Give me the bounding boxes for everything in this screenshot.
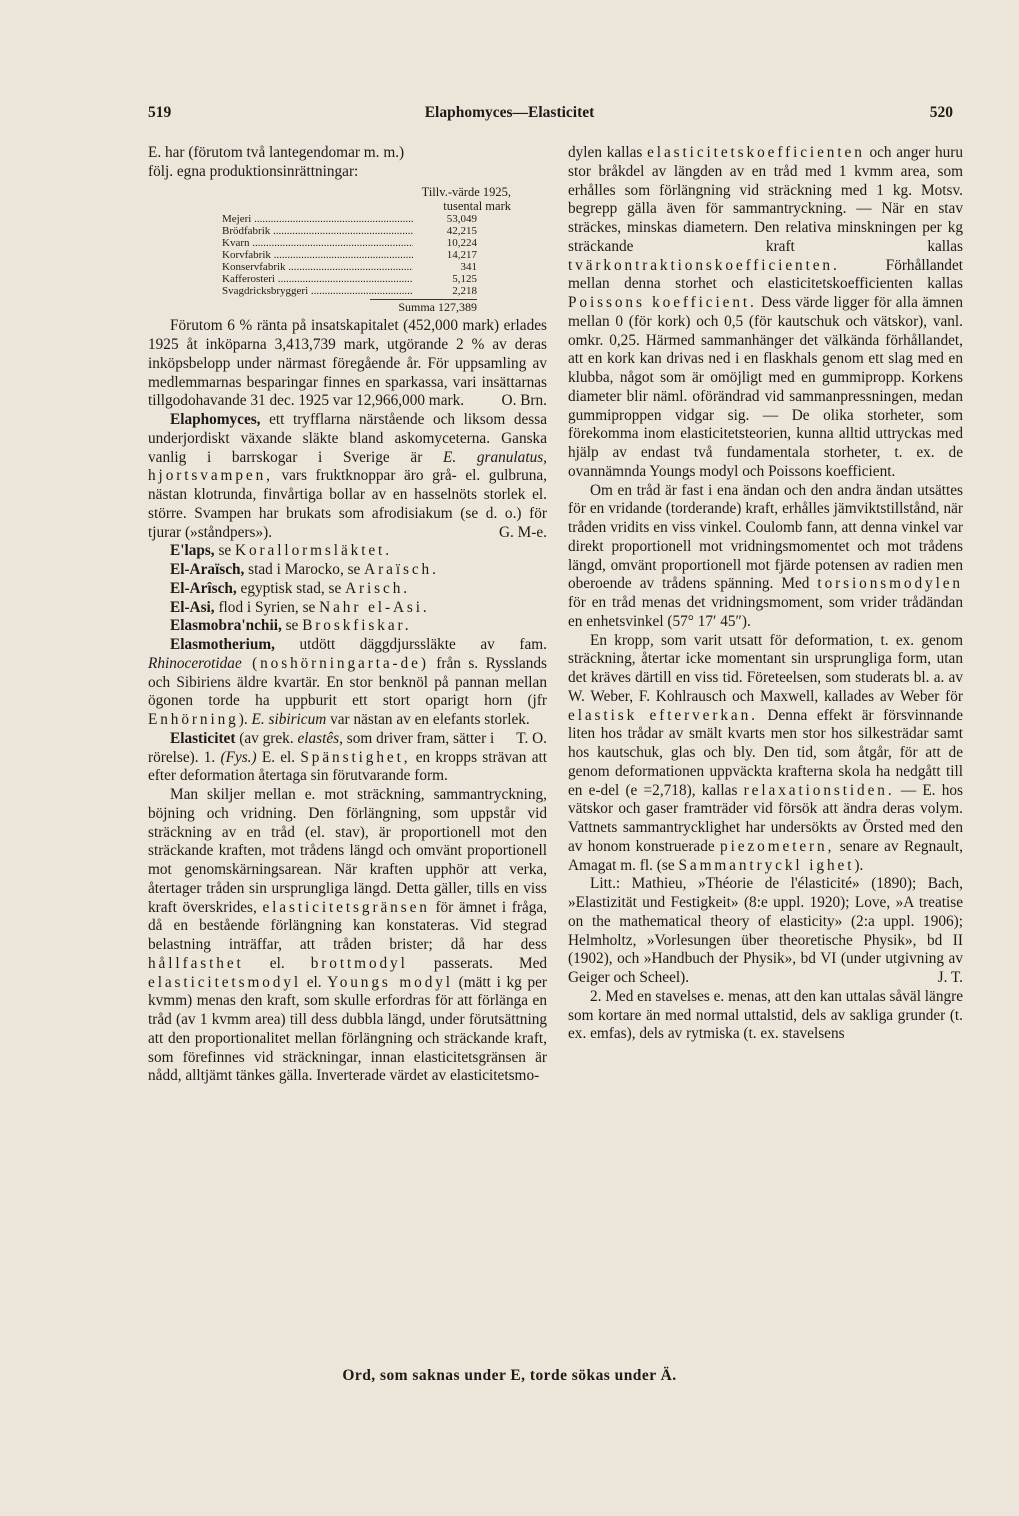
paragraph-deformation-types [148, 786, 547, 1086]
row-name: Korvfabrik ..... [222, 249, 413, 261]
entry-text: var nästan av en elefants storlek. [326, 711, 530, 728]
entry-elaps [148, 542, 547, 561]
cross-reference: Nahr el-Asi. [319, 598, 430, 616]
page-number-left: 519 [148, 104, 172, 121]
entry-text: från s. Rysslands och Sibiriens äldre kvartär. En stor benknöl på pannan mellan ögonen torde ha uppburit ett stort oparigt horn (jfr [148, 654, 548, 710]
intro-line-1: E. har (förutom två lantegendomar m. m.) [148, 144, 405, 161]
row-value: 2,218 [452, 285, 477, 298]
sum-label: Summa [398, 300, 435, 315]
cross-reference: Arisch. [345, 579, 411, 597]
row-name: Svagdricksbryggeri ..... [222, 285, 413, 297]
entry-elaphomyces [148, 411, 547, 542]
entry-text: E. el. [256, 748, 301, 766]
author-signature: T. O. [516, 729, 547, 747]
sum-value: 127,389 [438, 300, 477, 315]
row-value: 42,215 [446, 224, 477, 237]
row-value: 10,224 [446, 236, 477, 249]
right-column [568, 144, 963, 1044]
body-text: för en tråd menas det vridningsmoment, som vrider trådändan en enhetsvinkel (57° 17′ 45″). [568, 594, 963, 630]
body-text: Förhållandet mellan denna storhet och elasticitetskoefficienten kallas [568, 256, 963, 293]
spaced-term: elastisk efterverkan. [568, 706, 758, 724]
family-name: Rhinocerotidae [148, 654, 242, 672]
entry-text: flod i Syrien, se [214, 598, 320, 616]
entry-text: se [214, 542, 236, 560]
spaced-term: brottmodyl [310, 954, 408, 972]
row-value: 14,217 [446, 248, 477, 261]
body-text: 2. Med en stavelses e. menas, att den kan uttalas såväl längre som kortare än med normal uttalstid, dels av sakliga grunder (t. ex. emfas), dels av rytmiska (t. ex. stavelsens [568, 987, 963, 1043]
paragraph-literature [568, 875, 963, 988]
cross-reference: Broskfiskar. [302, 617, 412, 635]
body-text: senare av Regnault, Amagat m. fl. (se [568, 837, 963, 874]
entry-headword: Elasmotherium, [170, 636, 275, 653]
table-row [148, 249, 547, 261]
table-row [148, 213, 547, 225]
spaced-term: Youngs modyl [327, 973, 453, 991]
spaced-term: hållfasthet [148, 954, 244, 972]
spaced-term: relaxationstiden. [743, 781, 895, 799]
body-text: Dess värde ligger för alla ämnen mellan 0 (för kork) och 0,5 (för kautschuk och vätskor), vanl. omkr. 0,25. Härmed sammanhänger det välkända förhållandet, att en kork kan drivas ned i en flaskhals genom ett slag med en klubba, något som är omöjligt med en gummipropp. Korkens diameter blir näml. oförändrad vid sammanpressningen, medan gummiproppen vidgar sig. — De olika storheter, som förekomma inom elasticitetsteorien, kunna alltid uttryckas med hjälp av endast två fundamentala storheter, t. ex. de ovannämnda Youngs modyl och Poissons koefficient. [568, 294, 963, 480]
cross-reference: Araïsch. [364, 561, 439, 578]
entry-headword: Elasmobra'nchii, [170, 617, 282, 635]
paragraph-torsion [568, 482, 963, 632]
body-text: för ämnet i fråga, då en bestående förlängning kan konstateras. Vid stegrad belastning inträffar, att tråden brister; då har dess [148, 898, 547, 953]
body-text: (mätt i kg per kvmm) menas den kraft, som skulle erfordras för att förlänga en tråd (av 1 kvmm area) till dess dubbla längd, under förutsättning att den proportionalitet mellan förlängning och sträckande kraft, som förefinnes vid sträckningar, innan elasticitetsgränsen är nådd, alltjämt tänkes gälla. Inverterade värdet av elasticitetsmo- [148, 973, 547, 1085]
body-text: Om en tråd är fast i ena ändan och den andra ändan utsättes för en vridande (torderande) kraft, erhålles jämviktstillstånd, när tråden vridits en viss vinkel. Coulomb fann, att denna vinkel var direkt proportionell mot vridningsmomentet och mot trådens längd, omvänt proportionell mot fjärde potensen av radien men oberoende av trådens spänning. Med [568, 481, 963, 593]
spaced-term: hjortsvampen, [148, 467, 273, 485]
page-number-right: 520 [929, 104, 953, 121]
table-sum [148, 301, 547, 313]
row-name: Kafferosteri ..... [222, 273, 413, 285]
entry-text: egyptisk stad, se [236, 579, 346, 597]
spaced-term: Poissons koefficient. [568, 294, 757, 311]
greek-word: elastês, [297, 729, 343, 747]
production-table [148, 185, 547, 314]
entry-el-arisch [148, 580, 547, 599]
table-row [148, 237, 547, 249]
table-row [148, 273, 547, 285]
entry-headword: El-Arîsch, [170, 579, 237, 597]
row-value: 341 [460, 260, 477, 273]
entry-elasmobranchii [148, 617, 547, 636]
intro-line-2: följ. egna produktionsinrättningar: [148, 162, 359, 180]
body-text: En kropp, som varit utsatt för deformation, t. ex. genom sträckning, återtar icke momentant sin ursprungliga form, utan det kräves därtill en viss tid. Företeelsen, som studerats bl. a. av W. Weber, F. Kohlrausch och Maxwell, kallades av Weber för [568, 631, 963, 705]
species-name: E. sibiricum [251, 711, 327, 728]
entry-elasticitet [148, 730, 547, 786]
left-column [148, 144, 547, 1086]
spaced-term: tvärkontraktionskoefficienten. [568, 256, 840, 274]
entry-headword: Elaphomyces, [170, 411, 261, 428]
table-row [148, 285, 547, 297]
cross-reference: Korallormsläktet. [235, 542, 392, 560]
entry-text: stad i Marocko, se [244, 561, 365, 578]
running-title: Elaphomyces—Elasticitet [424, 104, 595, 121]
entry-headword: E'laps, [170, 542, 215, 560]
table-header-1: Tillv.-värde 1925, [421, 184, 511, 199]
entry-text: vars fruktknoppar äro grå- el. gulbruna, nästan klotrunda, finvårtiga bollar av en hasselnöts storlek el. större. Svampen har brukats som afrodisiakum (se d. o.) för tjurar (»ståndpers»). [148, 467, 547, 541]
cross-reference: Enhörning [148, 711, 239, 728]
body-text: el. [301, 973, 328, 991]
entry-text: ). [238, 711, 252, 728]
entry-text: som driver fram, sätter i rörelse). 1. [148, 729, 495, 766]
entry-headword: El-Asi, [170, 598, 215, 616]
paragraph-syllable [568, 988, 963, 1044]
spaced-term: Spänstighet, [300, 748, 411, 766]
body-text: dylen kallas [568, 144, 648, 161]
spaced-term: (noshörningarta-de) [241, 654, 429, 672]
body-text: och anger huru stor bråkdel av längden av en tråd med 1 kvmm area, som erhålles som förlängning vid sträckning med 1 kg. Motsv. begrepp gälla även för sammantryckning. — När en stav sträckes, minskas diametern. Den relativa minskningen per kg sträckande kraft kallas [568, 144, 963, 255]
spaced-term: piezometern, [720, 837, 835, 855]
body-text: ). [854, 856, 864, 874]
entry-el-asi [148, 599, 547, 618]
body-text: Man skiljer mellan e. mot sträckning, sammantryckning, böjning och vridning. Den förlängning, som uppstår vid sträckning av en tråd (el. stav), är proportionell mot den sträckande kraften, mot trådens längd och omvänt proportionell mot genomskärningsarean. När kraften upphör att verka, återtager tråden sin ursprungliga längd. Detta gäller, tills en viss kraft överskrides, [148, 786, 547, 916]
dividend-paragraph [148, 317, 547, 411]
spaced-term: elasticitetsmodyl [148, 973, 302, 991]
author-signature: O. Brn. [501, 392, 547, 410]
entry-text: utdött däggdjurssläkte av fam. [274, 636, 547, 653]
table-row [148, 261, 547, 273]
row-name: Brödfabrik ..... [222, 225, 413, 237]
author-signature: G. M-e. [498, 523, 547, 541]
body-text: el. [243, 954, 311, 972]
literature-text: Litt.: Mathieu, »Théorie de l'élasticité» (1890); Bach, »Elastizität und Festigkeit» (8:e uppl. 1920); Love, »A treatise on the mathematical theory of elasticity» (2:a uppl. 1906); Helmholtz, »Vorlesungen über theoretische Physik», bd II (1902), och »Handbuch der Physik», bd VI (under utgivning av Geiger och Scheel). [568, 875, 963, 986]
row-name: Mejeri ..... [222, 213, 413, 225]
table-header-2: tusental mark [443, 198, 511, 213]
spaced-term: elasticitetskoefficienten [647, 144, 865, 161]
species-name: E. granulatus, [443, 448, 547, 466]
row-value: 53,049 [446, 212, 477, 225]
entry-text: se [281, 617, 303, 635]
entry-text: (av grek. [235, 729, 298, 747]
entry-headword: Elasticitet [170, 729, 236, 747]
cross-reference: Sammantryckl ighet [678, 856, 855, 874]
entry-text: ett tryfflarna närstående och liksom dessa underjordiskt växande släkte bland askomyceterna. Ganska vanlig i barrskogar i Sverige är [148, 411, 547, 466]
row-name: Konservfabrik ..... [222, 261, 413, 273]
body-text: Denna effekt är försvinnande liten hos trådar av smält kvarts men stor hos silkesträdar samt hos kautschuk, glas och bly. Den tid, som åtgår, för att de genom deformationen uppväckta krafterna skola ha nedgått till en e-del (e =2,718), kallas [568, 706, 963, 799]
subject-label: (Fys.) [220, 748, 257, 766]
table-row [148, 225, 547, 237]
row-name: Kvarn ..... [222, 237, 413, 249]
paragraph-elastic-aftereffect [568, 632, 963, 876]
body-text: passerats. Med [407, 954, 548, 972]
spaced-term: torsionsmodylen [817, 575, 963, 593]
spaced-term: elasticitetsgränsen [262, 898, 430, 916]
author-signature: J. T. [937, 969, 963, 986]
footer-note: Ord, som saknas under E, torde sökas under Ä. [342, 1367, 677, 1384]
row-value: 5,125 [452, 272, 477, 285]
body-text: — E. hos vätskor och gaser framträder vid försök att ändra deras volym. Vattnets sammantrycklighet har undersökts av Örsted med den av honom konstruerade [568, 781, 963, 855]
dividend-text: Förutom 6 % ränta på insatskapitalet (452,000 mark) erlades 1925 åt inköparna 3,413,739 mark, utgörande 2 % av deras inköpsbelopp under närmast föregående år. För uppsamling av medlemmarnas besparingar finnes en sparkassa, vari insättarnas tillgodohavande 31 dec. 1925 var 12,966,000 mark. [148, 317, 547, 410]
entry-headword: El-Araïsch, [170, 561, 245, 578]
paragraph-coefficients [568, 144, 963, 482]
entry-el-araisch [148, 561, 547, 580]
entry-text: en kropps strävan att efter deformation återtaga sin förutvarande form. [148, 748, 547, 785]
